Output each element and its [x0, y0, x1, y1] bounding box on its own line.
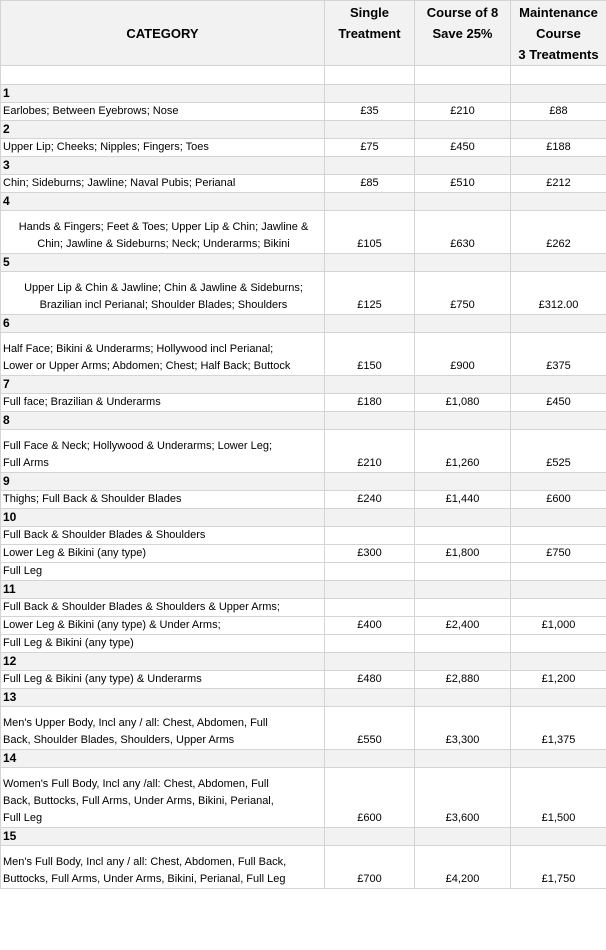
category-number-row [1, 509, 606, 527]
course-price [415, 527, 511, 545]
course-price [415, 599, 511, 617]
single-price: £480 [325, 671, 415, 689]
treatment-areas-line: Thighs; Full Back & Shoulder Blades [3, 493, 182, 505]
course-price: £750 [415, 272, 511, 315]
treatment-areas-line: Lower Leg & Bikini (any type) & Under Arms; [3, 619, 221, 631]
course-price: £900 [415, 333, 511, 376]
table-row [1, 430, 606, 473]
maintenance-price: £600 [511, 491, 606, 509]
treatment-areas-line: Chin; Jawline & Sideburns; Neck; Underarms; Bikini [37, 238, 290, 250]
single-price: £150 [325, 333, 415, 376]
category-number-empty-cell [325, 653, 415, 671]
header-single-line: Single [349, 5, 389, 20]
category-number: 8 [1, 412, 325, 430]
category-number: 12 [1, 653, 325, 671]
treatment-areas [1, 599, 325, 617]
category-number-empty-cell [325, 689, 415, 707]
treatment-areas-line: Full Arms [3, 457, 49, 469]
treatment-areas-line: Full Back & Shoulder Blades & Shoulders [3, 529, 206, 541]
category-number-empty-cell [415, 473, 511, 491]
category-number-empty-cell [325, 376, 415, 394]
category-number-empty-cell [511, 121, 606, 139]
single-price: £600 [325, 768, 415, 828]
course-price: £2,880 [415, 671, 511, 689]
course-price: £3,600 [415, 768, 511, 828]
treatment-areas-line: Back, Shoulder Blades, Shoulders, Upper Arms [3, 734, 235, 746]
maintenance-price [511, 599, 606, 617]
single-price [325, 599, 415, 617]
treatment-areas [1, 272, 325, 315]
category-number-empty-cell [325, 509, 415, 527]
single-price: £125 [325, 272, 415, 315]
category-number-empty-cell [325, 750, 415, 768]
category-number: 11 [1, 581, 325, 599]
maintenance-price: £188 [511, 139, 606, 157]
category-number: 6 [1, 315, 325, 333]
category-number-empty-cell [415, 509, 511, 527]
treatment-areas-line: Men's Full Body, Incl any / all: Chest, Abdomen, Full Back, [3, 856, 287, 868]
category-number-empty-cell [511, 376, 606, 394]
category-number-empty-cell [325, 581, 415, 599]
treatment-areas [1, 430, 325, 473]
maintenance-price: £88 [511, 103, 606, 121]
table-row [1, 103, 606, 121]
single-price [325, 527, 415, 545]
treatment-areas-line: Chin; Sideburns; Jawline; Naval Pubis; Perianal [3, 177, 236, 189]
category-number-empty-cell [511, 653, 606, 671]
category-number-empty-cell [511, 254, 606, 272]
category-number-empty-cell [325, 254, 415, 272]
category-number-empty-cell [511, 750, 606, 768]
category-number: 14 [1, 750, 325, 768]
header-course [415, 1, 511, 66]
treatment-areas-line: Back, Buttocks, Full Arms, Under Arms, Bikini, Perianal, [3, 795, 274, 807]
category-number-row [1, 157, 606, 175]
course-price: £1,260 [415, 430, 511, 473]
treatment-areas-line: Brazilian incl Perianal; Shoulder Blades; Shoulders [39, 299, 288, 311]
treatment-areas [1, 103, 325, 121]
course-price [415, 563, 511, 581]
table-row [1, 211, 606, 254]
category-number-row [1, 750, 606, 768]
category-number-empty-cell [511, 412, 606, 430]
treatment-areas [1, 527, 325, 545]
header-single [325, 1, 415, 66]
category-number-empty-cell [415, 254, 511, 272]
single-price: £85 [325, 175, 415, 193]
category-number-row [1, 193, 606, 211]
course-price: £210 [415, 103, 511, 121]
treatment-areas-line: Full Face & Neck; Hollywood & Underarms; Lower Leg; [3, 440, 272, 452]
table-row [1, 527, 606, 545]
category-number: 7 [1, 376, 325, 394]
category-number-empty-cell [511, 689, 606, 707]
course-price: £3,300 [415, 707, 511, 750]
maintenance-price: £375 [511, 333, 606, 376]
table-row [1, 671, 606, 689]
single-price: £300 [325, 545, 415, 563]
treatment-areas [1, 175, 325, 193]
category-number-row [1, 828, 606, 846]
treatment-areas-line: Hands & Fingers; Feet & Toes; Upper Lip & Chin; Jawline & [18, 221, 309, 233]
maintenance-price: £450 [511, 394, 606, 412]
header-course-line: Save 25% [432, 26, 493, 41]
table-row [1, 394, 606, 412]
maintenance-price: £1,500 [511, 768, 606, 828]
category-number-empty-cell [511, 157, 606, 175]
treatment-areas-line: Full face; Brazilian & Underarms [3, 396, 161, 408]
single-price [325, 635, 415, 653]
maintenance-price: £312.00 [511, 272, 606, 315]
category-number-empty-cell [511, 315, 606, 333]
category-number-row [1, 653, 606, 671]
treatment-areas-line: Earlobes; Between Eyebrows; Nose [3, 105, 179, 117]
single-price: £700 [325, 846, 415, 889]
treatment-areas [1, 617, 325, 635]
category-number: 2 [1, 121, 325, 139]
category-number-empty-cell [415, 581, 511, 599]
table-row [1, 333, 606, 376]
category-number: 3 [1, 157, 325, 175]
category-number-row [1, 689, 606, 707]
treatment-areas-line: Upper Lip; Cheeks; Nipples; Fingers; Toes [3, 141, 209, 153]
category-number-empty-cell [511, 509, 606, 527]
treatment-areas-line: Men's Upper Body, Incl any / all: Chest, Abdomen, Full [3, 717, 268, 729]
category-number-row [1, 121, 606, 139]
category-number-empty-cell [415, 315, 511, 333]
category-number: 10 [1, 509, 325, 527]
category-number: 9 [1, 473, 325, 491]
category-number: 5 [1, 254, 325, 272]
category-number-empty-cell [325, 121, 415, 139]
table-row [1, 175, 606, 193]
category-number-empty-cell [511, 85, 606, 103]
treatment-areas [1, 491, 325, 509]
blank-row [1, 66, 606, 85]
course-price: £630 [415, 211, 511, 254]
category-number-empty-cell [325, 157, 415, 175]
table-row [1, 272, 606, 315]
table-row [1, 768, 606, 828]
category-number-empty-cell [325, 828, 415, 846]
treatment-areas-line: Upper Lip & Chin & Jawline; Chin & Jawline & Sideburns; [24, 282, 303, 294]
single-price: £550 [325, 707, 415, 750]
treatment-areas [1, 139, 325, 157]
treatment-areas-line: Women's Full Body, Incl any /all: Chest, Abdomen, Full [3, 778, 269, 790]
category-number-empty-cell [415, 828, 511, 846]
treatment-areas-line: Lower Leg & Bikini (any type) [3, 547, 147, 559]
maintenance-price [511, 635, 606, 653]
category-number-empty-cell [511, 828, 606, 846]
header-row [1, 1, 606, 66]
single-price: £400 [325, 617, 415, 635]
header-maintenance-line: Maintenance [519, 5, 598, 20]
category-number-empty-cell [415, 85, 511, 103]
treatment-areas-line: Full Leg [3, 812, 43, 824]
category-number-empty-cell [325, 315, 415, 333]
category-number: 15 [1, 828, 325, 846]
category-number-empty-cell [511, 581, 606, 599]
treatment-areas-line: Full Back & Shoulder Blades & Shoulders & Upper Arms; [3, 601, 280, 613]
course-price: £2,400 [415, 617, 511, 635]
category-number-empty-cell [415, 376, 511, 394]
table-body [1, 66, 606, 889]
treatment-areas [1, 846, 325, 889]
category-number-empty-cell [415, 653, 511, 671]
course-price: £1,080 [415, 394, 511, 412]
category-number-empty-cell [325, 473, 415, 491]
table-row [1, 139, 606, 157]
course-price: £1,440 [415, 491, 511, 509]
maintenance-price: £262 [511, 211, 606, 254]
category-number-empty-cell [415, 121, 511, 139]
category-number-empty-cell [325, 412, 415, 430]
category-number-empty-cell [415, 193, 511, 211]
treatment-areas-line: Buttocks, Full Arms, Under Arms, Bikini, Perianal, Full Leg [3, 873, 286, 885]
category-number-empty-cell [415, 412, 511, 430]
treatment-areas [1, 671, 325, 689]
single-price [325, 563, 415, 581]
treatment-areas-line: Full Leg & Bikini (any type) [3, 637, 134, 649]
single-price: £240 [325, 491, 415, 509]
table-row [1, 599, 606, 617]
category-number: 1 [1, 85, 325, 103]
category-number-empty-cell [511, 193, 606, 211]
table-row [1, 491, 606, 509]
maintenance-price: £1,000 [511, 617, 606, 635]
course-price: £4,200 [415, 846, 511, 889]
treatment-areas [1, 563, 325, 581]
single-price: £75 [325, 139, 415, 157]
category-number-row [1, 315, 606, 333]
table-row [1, 707, 606, 750]
treatment-areas [1, 707, 325, 750]
category-number-empty-cell [325, 193, 415, 211]
category-number-row [1, 473, 606, 491]
maintenance-price: £212 [511, 175, 606, 193]
category-number-row [1, 85, 606, 103]
header-single-line: Treatment [338, 26, 401, 41]
single-price: £180 [325, 394, 415, 412]
category-number-row [1, 254, 606, 272]
single-price: £210 [325, 430, 415, 473]
treatment-areas [1, 768, 325, 828]
maintenance-price: £1,200 [511, 671, 606, 689]
header-maintenance-line: 3 Treatments [518, 47, 599, 62]
treatment-areas [1, 394, 325, 412]
category-number-empty-cell [415, 750, 511, 768]
table-row [1, 846, 606, 889]
category-number-empty-cell [325, 85, 415, 103]
category-number-empty-cell [415, 689, 511, 707]
header-maintenance-line: Course [536, 26, 581, 41]
course-price: £510 [415, 175, 511, 193]
category-number-empty-cell [415, 157, 511, 175]
course-price: £450 [415, 139, 511, 157]
category-number: 13 [1, 689, 325, 707]
category-number-row [1, 412, 606, 430]
table-row [1, 617, 606, 635]
table-row [1, 635, 606, 653]
table-row [1, 563, 606, 581]
treatment-areas [1, 211, 325, 254]
maintenance-price [511, 563, 606, 581]
treatment-areas-line: Full Leg [3, 565, 43, 577]
course-price: £1,800 [415, 545, 511, 563]
single-price: £105 [325, 211, 415, 254]
treatment-areas-line: Half Face; Bikini & Underarms; Hollywood incl Perianal; [3, 343, 274, 355]
treatment-areas [1, 545, 325, 563]
category-number-empty-cell [511, 473, 606, 491]
course-price [415, 635, 511, 653]
maintenance-price: £525 [511, 430, 606, 473]
category-number-row [1, 376, 606, 394]
header-maintenance [511, 1, 606, 66]
category-number-row [1, 581, 606, 599]
maintenance-price: £1,750 [511, 846, 606, 889]
header-course-line: Course of 8 [426, 5, 499, 20]
table-row [1, 545, 606, 563]
maintenance-price: £1,375 [511, 707, 606, 750]
treatment-areas [1, 333, 325, 376]
treatment-areas-line: Lower or Upper Arms; Abdomen; Chest; Half Back; Buttock [3, 360, 291, 372]
maintenance-price [511, 527, 606, 545]
header-category: CATEGORY [1, 1, 325, 66]
maintenance-price: £750 [511, 545, 606, 563]
single-price: £35 [325, 103, 415, 121]
category-number: 4 [1, 193, 325, 211]
treatment-areas-line: Full Leg & Bikini (any type) & Underarms [3, 673, 202, 685]
treatment-areas [1, 635, 325, 653]
